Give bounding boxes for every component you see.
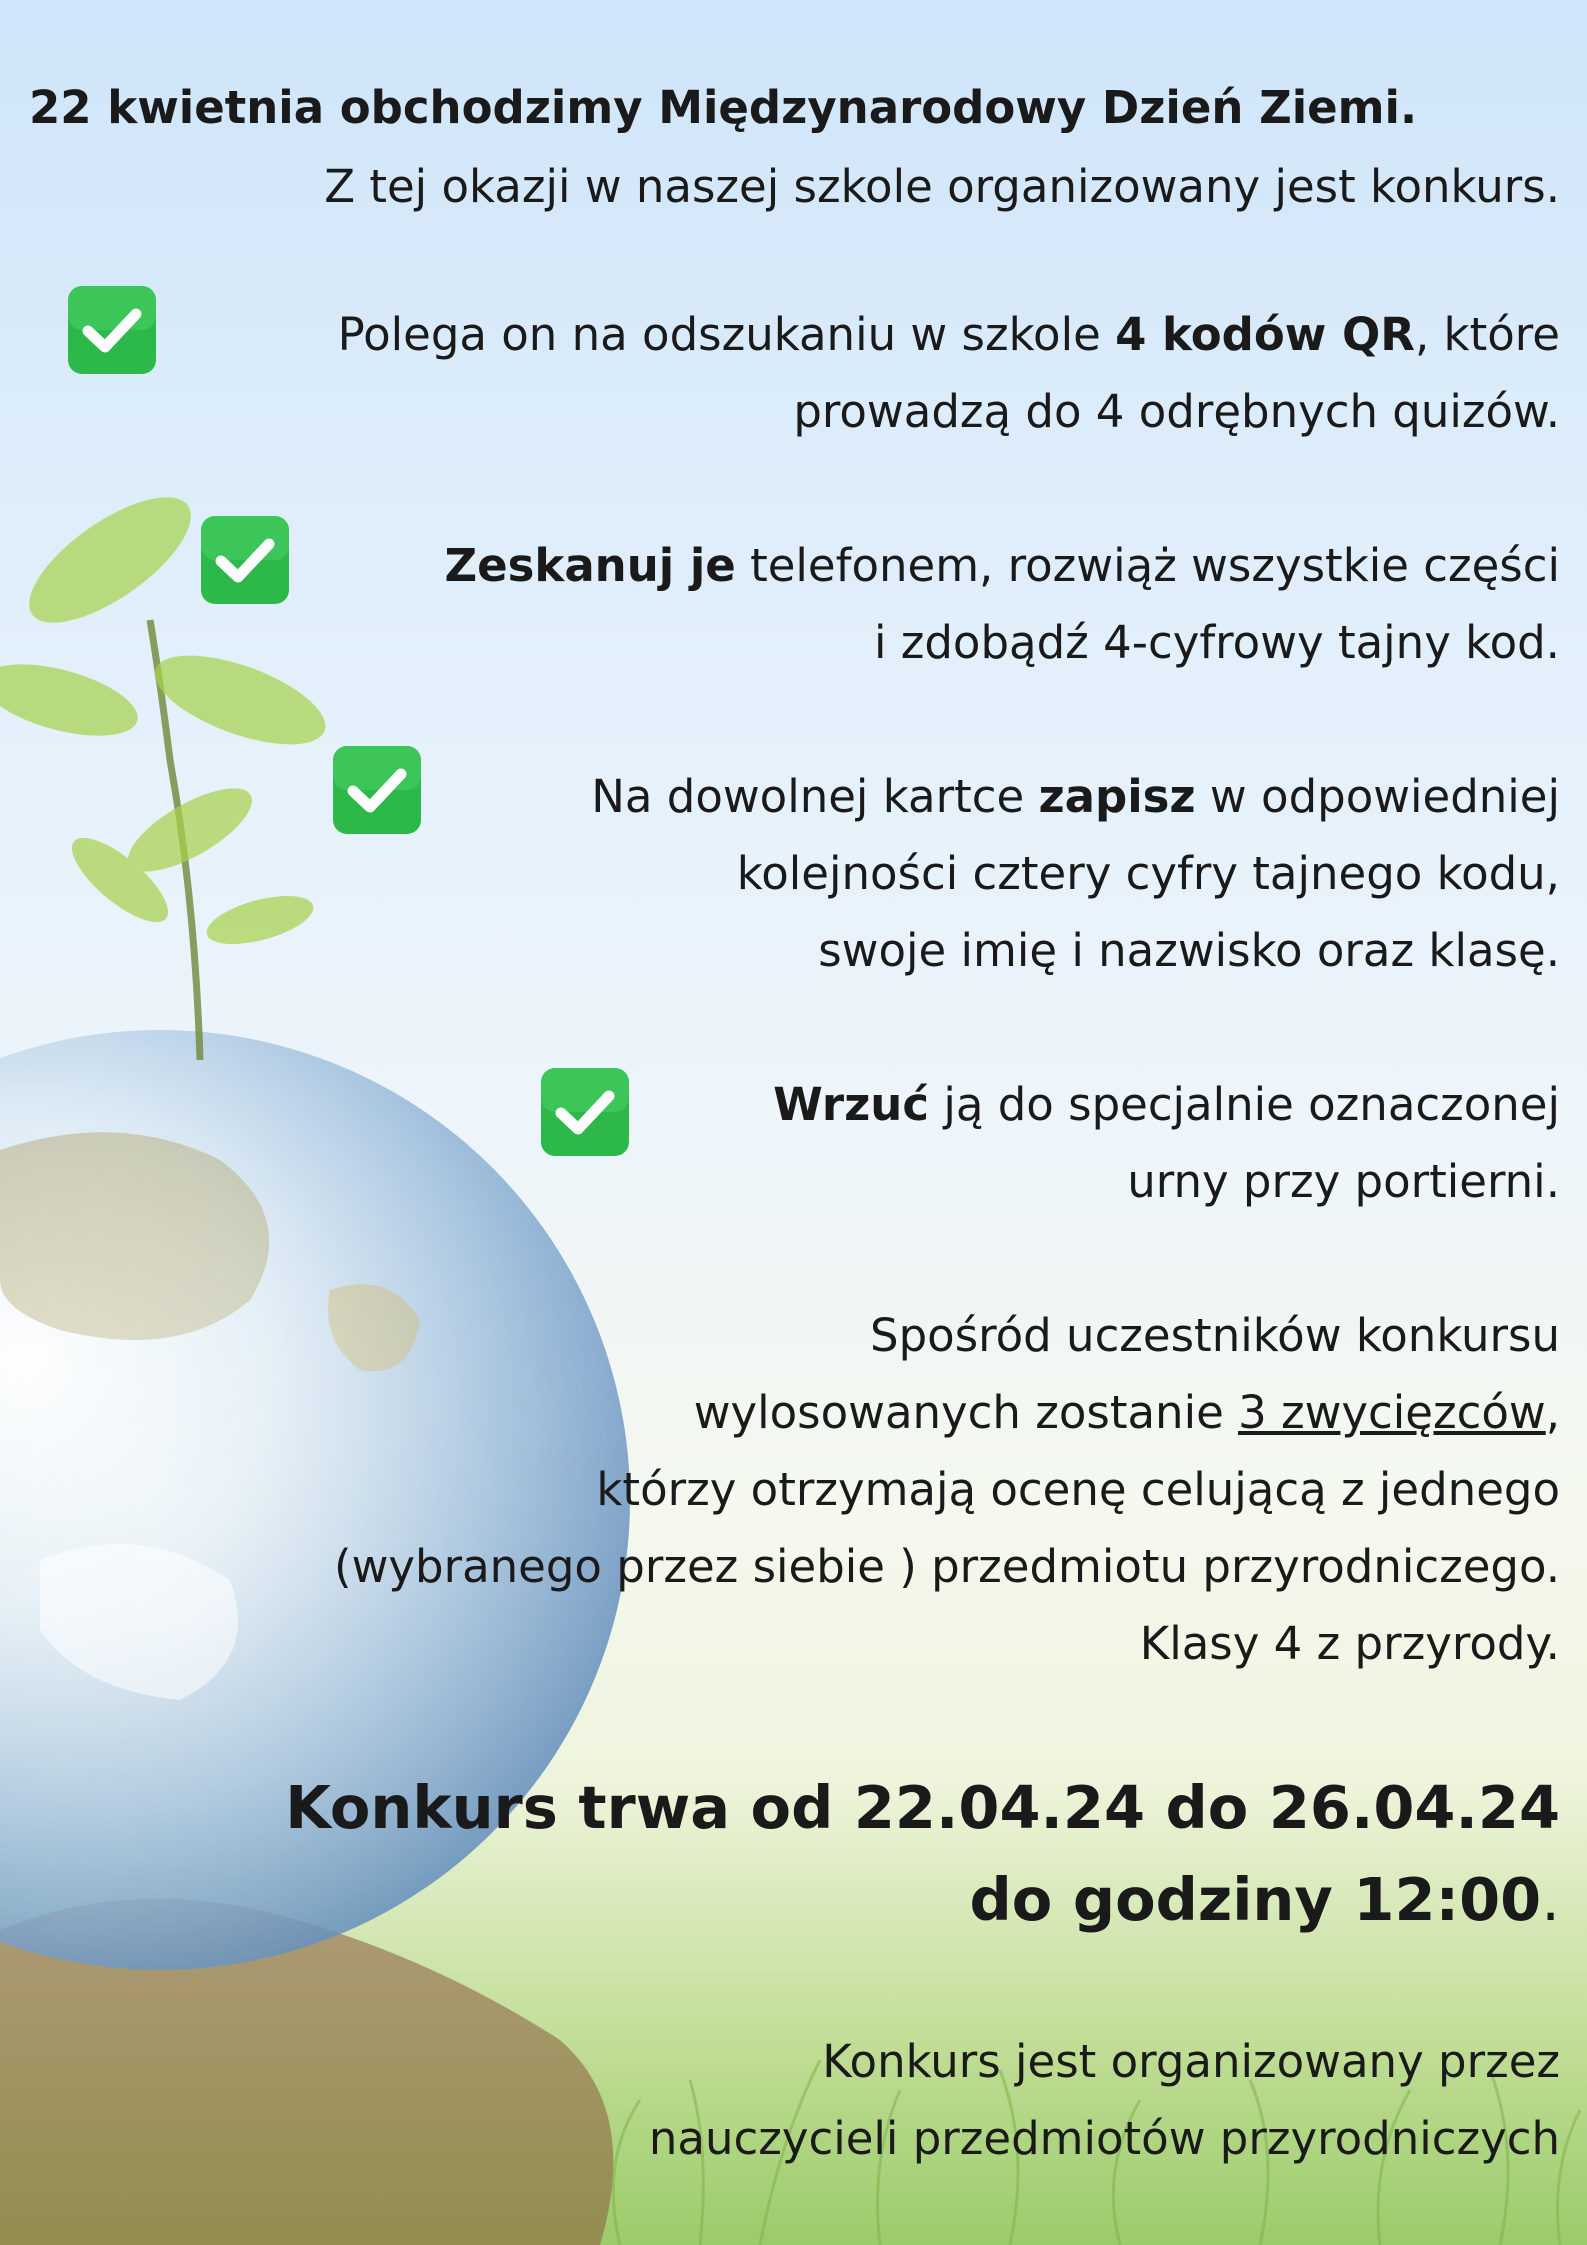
step-3-text: Na dowolnej kartce zapisz w odpowiedniej kolejności cztery cyfry tajnego kodu, swoje imię i nazwisko oraz klasę.	[591, 770, 1560, 977]
check-mark-button-icon	[66, 284, 158, 376]
organizer-text: Konkurs jest organizowany przez nauczycieli przedmiotów przyrodniczych	[648, 2035, 1560, 2165]
intro-title: 22 kwietnia obchodzimy Międzynarodowy Dzień Ziemi.	[29, 81, 1418, 134]
step-2-text: Zeskanuj je telefonem, rozwiąż wszystkie części i zdobądź 4-cyfrowy tajny kod.	[444, 539, 1560, 669]
step-3-highlight: zapisz	[1038, 770, 1196, 823]
winners-count: 3 zwycięzców	[1238, 1386, 1546, 1439]
winners-text: Spośród uczestników konkursu wylosowanych zostanie 3 zwycięzców, którzy otrzymają ocenę celującą z jednego (wybranego przez siebie ) przedmiotu przyrodniczego. Klasy 4 z przyrody.	[334, 1309, 1560, 1670]
step-4-highlight: Wrzuć	[773, 1078, 930, 1131]
intro-subtitle: Z tej okazji w naszej szkole organizowany jest konkurs.	[324, 160, 1560, 213]
check-mark-button-icon	[539, 1066, 631, 1158]
step-4-text: Wrzuć ją do specjalnie oznaczonej urny przy portierni.	[773, 1078, 1560, 1208]
step-1-text: Polega on na odszukaniu w szkole 4 kodów QR, które prowadzą do 4 odrębnych quizów.	[337, 308, 1560, 438]
check-mark-button-icon	[331, 744, 423, 836]
deadline-text: Konkurs trwa od 22.04.24 do 26.04.24 do godziny 12:00.	[285, 1773, 1560, 1934]
step-2-highlight: Zeskanuj je	[444, 539, 736, 592]
step-1-highlight: 4 kodów QR	[1115, 308, 1415, 361]
check-mark-button-icon	[199, 514, 291, 606]
